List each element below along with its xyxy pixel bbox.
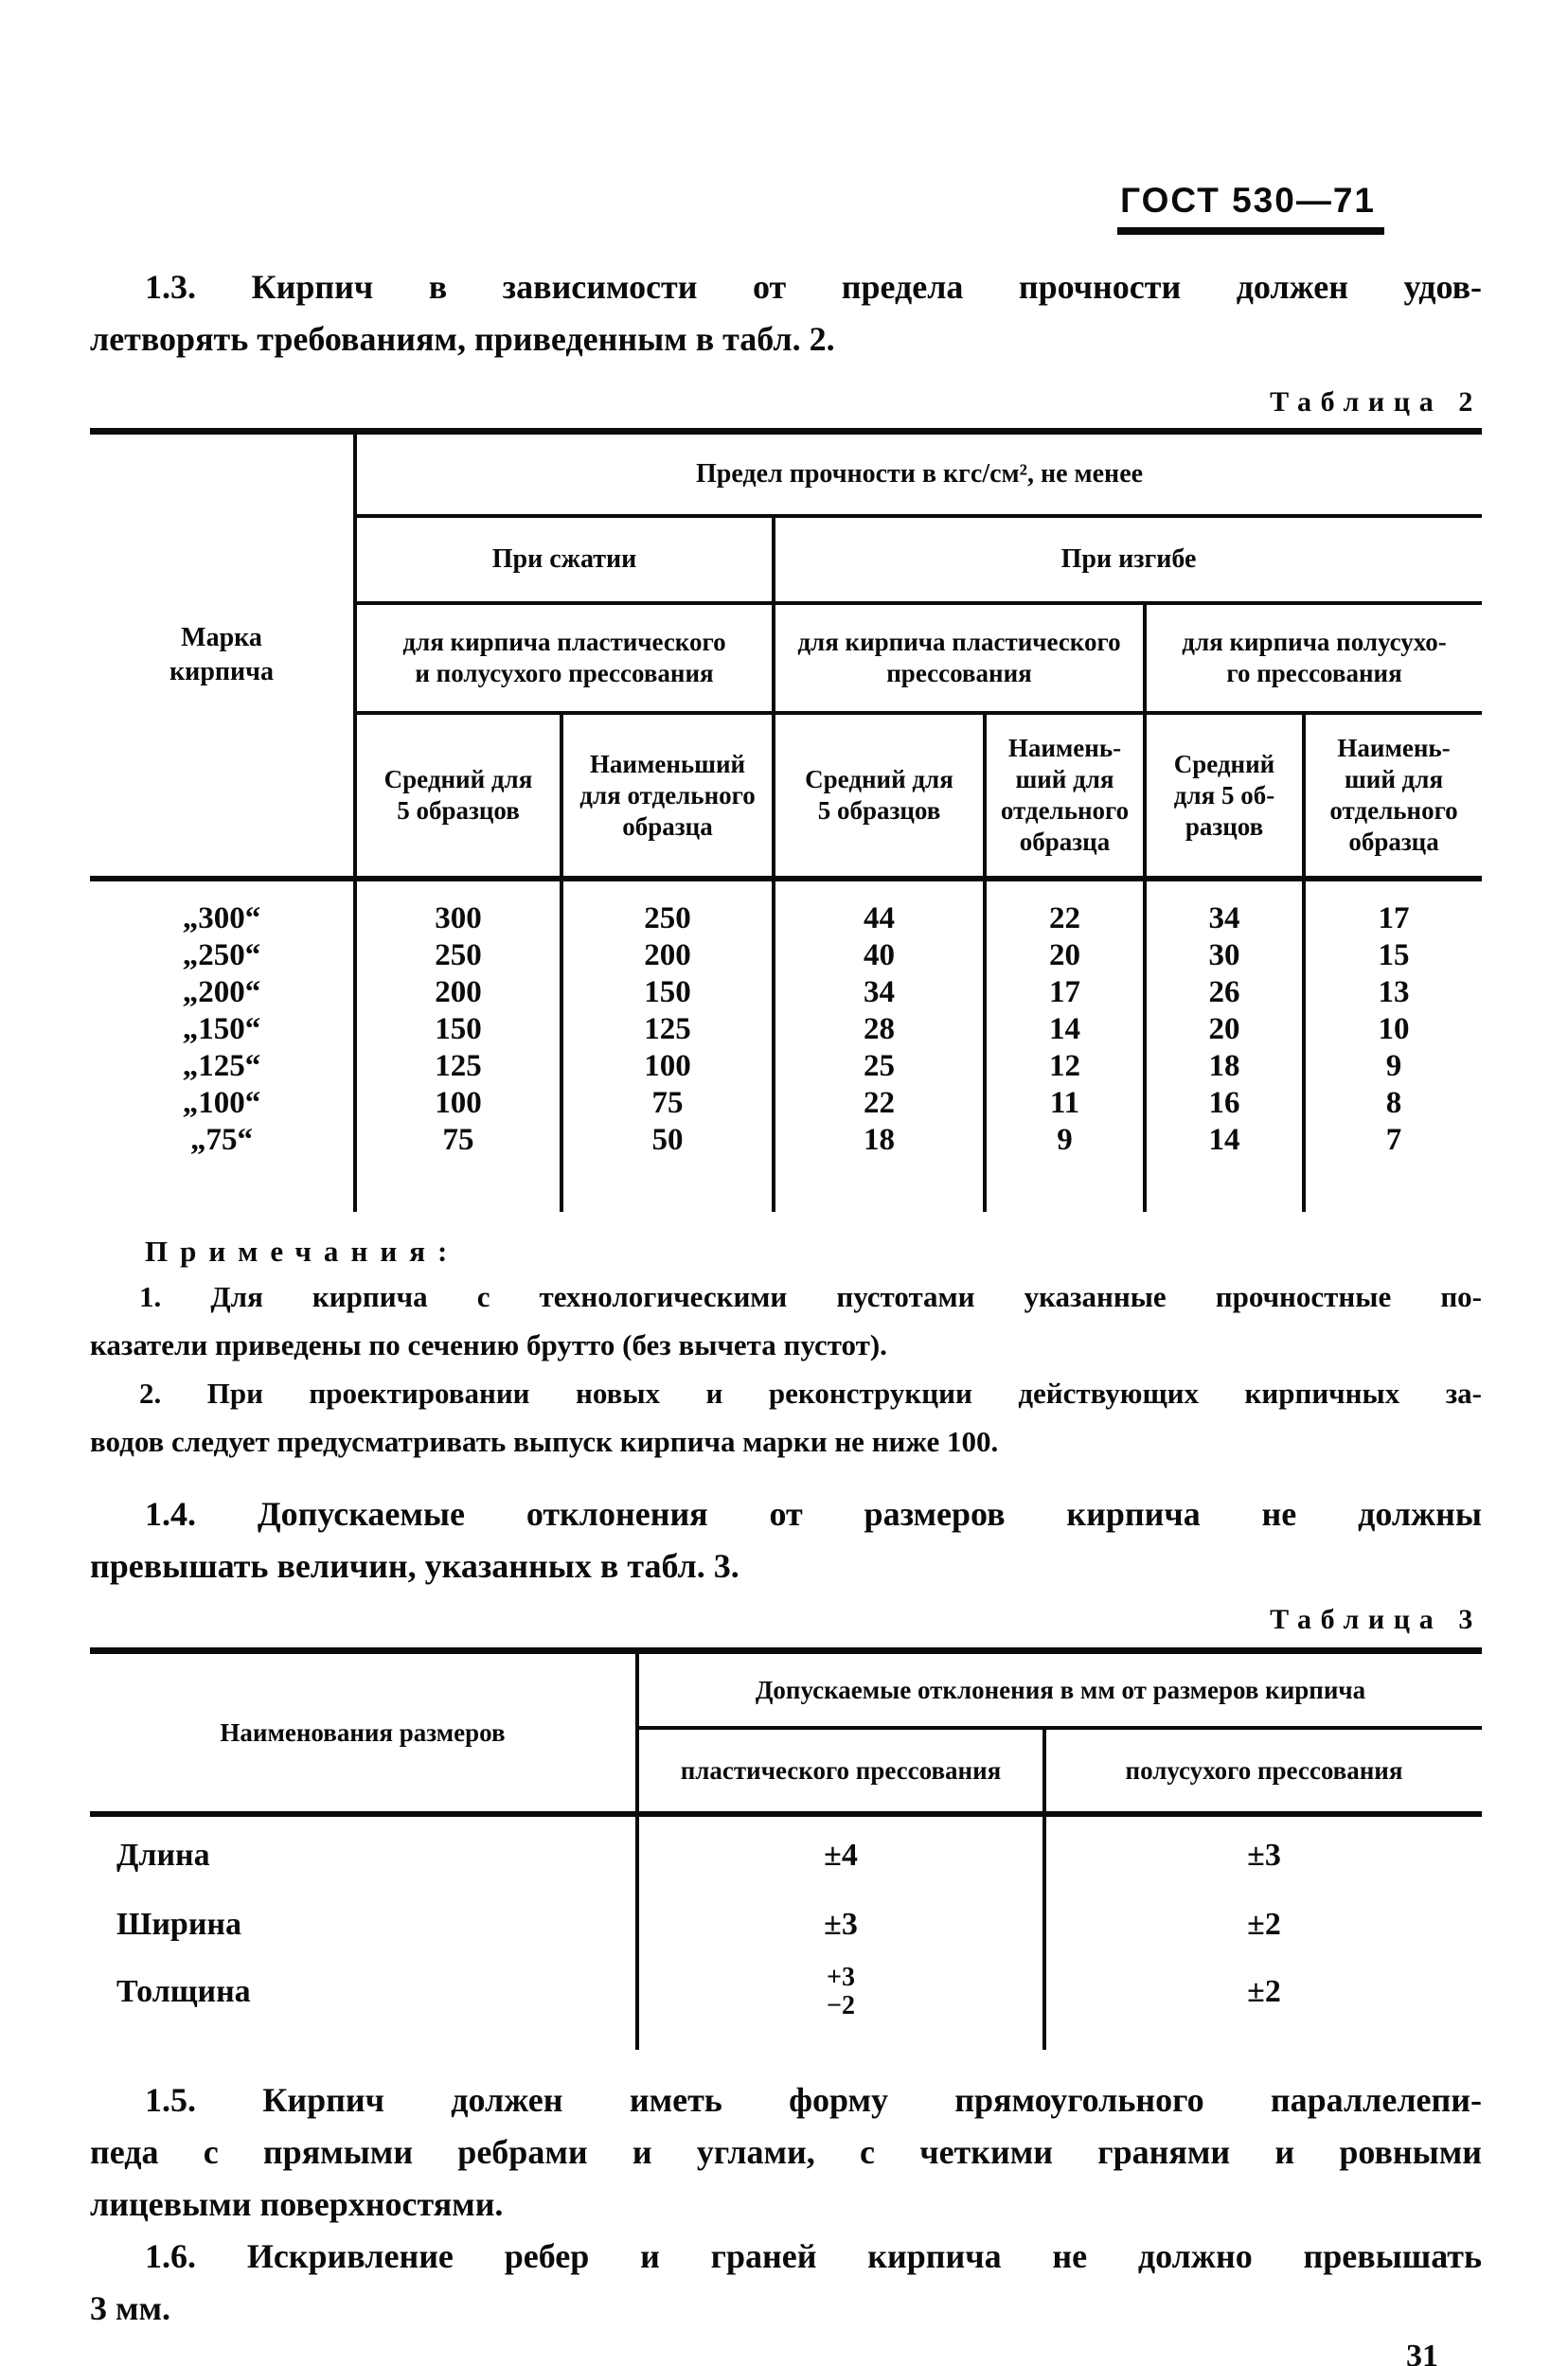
sub4-line-3: отдельного — [1000, 796, 1130, 825]
sub6-line-1: Наимень- — [1337, 734, 1451, 762]
table2-value-cell: 34 — [1145, 879, 1304, 937]
note-2-line-2: водов следует предусматривать выпуск кирпича марки не ниже 100. — [90, 1425, 999, 1458]
table3-span-header-cell: Допускаемые отклонения в мм от размеров кирпича — [637, 1651, 1482, 1729]
sub4-line-4: образца — [1019, 827, 1111, 856]
table3-value-cell: ±4 — [637, 1814, 1044, 1895]
table2-row — [90, 1122, 1482, 1159]
table2-value-cell: 125 — [561, 1011, 774, 1048]
table2-value-cell: 18 — [1145, 1048, 1304, 1085]
table2-value-cell: 17 — [985, 974, 1145, 1011]
spacer-cell — [1304, 1159, 1482, 1212]
table2-value-cell: 7 — [1304, 1122, 1482, 1159]
table3-value-cell: ±2 — [1044, 1895, 1482, 1955]
table2-value-cell: 300 — [355, 879, 561, 937]
table3-value-cell: ±2 — [1044, 1955, 1482, 2029]
spacer-cell — [561, 1159, 774, 1212]
sub3-line-2: 5 образцов — [817, 796, 941, 825]
table3-header-row-1 — [90, 1651, 1482, 1729]
paragraph-1-4-line-2: превышать величин, указанных в табл. 3. — [90, 1547, 739, 1585]
table2-strength-header-cell: Предел прочности в кгс/см², не менее — [355, 432, 1482, 517]
spacer-cell — [774, 1159, 985, 1212]
mark-line-2: кирпича — [169, 657, 274, 686]
table3-row — [90, 1895, 1482, 1955]
table2-sub3-cell — [774, 713, 985, 879]
gost-code-underline — [1117, 227, 1384, 235]
spacer-cell — [90, 2029, 637, 2050]
note-1-line-1: 1. Для кирпича с технологическими пустотами указанные прочностные по- — [139, 1280, 1482, 1313]
paragraph-1-5-line-2: педа с прямыми ребрами и углами, с четкими гранями и ровными — [90, 2133, 1482, 2171]
table2-row — [90, 937, 1482, 974]
table2-value-cell: 250 — [355, 937, 561, 974]
table2-mark-cell: „250“ — [182, 938, 261, 972]
table2-value-cell: 50 — [561, 1122, 774, 1159]
table3-value-cell: ±3 — [1044, 1814, 1482, 1895]
group1-line-1: для кирпича пластического — [402, 628, 726, 656]
table3-row — [90, 1814, 1482, 1895]
table2-value-cell: 20 — [1145, 1011, 1304, 1048]
note-2-line-1: 2. При проектировании новых и реконструкции действующих кирпичных за- — [139, 1377, 1482, 1410]
paragraph-1-4-line-1: 1.4. Допускаемые отклонения от размеров кирпича не должны — [145, 1495, 1482, 1533]
table2-value-cell: 250 — [561, 879, 774, 937]
table2-group3-cell — [1145, 603, 1482, 713]
paragraph-1-5-line-1: 1.5. Кирпич должен иметь форму прямоугольного параллелепи- — [145, 2081, 1482, 2119]
table2-value-cell: 10 — [1304, 1011, 1482, 1048]
table2-value-cell: 16 — [1145, 1085, 1304, 1122]
table2-value-cell: 22 — [985, 879, 1145, 937]
table2-value-cell: 40 — [774, 937, 985, 974]
spacer-cell — [637, 2029, 1044, 2050]
sub1-line-1: Средний для — [383, 765, 533, 793]
notes-title: Примечания: — [145, 1235, 460, 1268]
group3-line-2: го прессования — [1226, 659, 1402, 687]
table2-group1-cell — [355, 603, 774, 713]
sub6-line-4: образца — [1348, 827, 1439, 856]
table2-mark-cell: „125“ — [182, 1049, 261, 1083]
table3-row — [90, 1955, 1482, 2029]
table2-sub4-cell — [985, 713, 1145, 879]
gost-code-text: ГОСТ 530—71 — [1120, 181, 1376, 220]
group2-line-1: для кирпича пластического — [797, 628, 1121, 656]
table2-row — [90, 1048, 1482, 1085]
table2-value-cell: 18 — [774, 1122, 985, 1159]
table2-group2-cell — [774, 603, 1145, 713]
table2-value-cell: 150 — [355, 1011, 561, 1048]
table2-header-row-1 — [90, 432, 1482, 517]
table2-value-cell: 15 — [1304, 937, 1482, 974]
table2-value-cell: 100 — [561, 1048, 774, 1085]
sub4-line-1: Наимень- — [1007, 734, 1122, 762]
table2-mark-cell: „150“ — [182, 1012, 261, 1046]
table2-value-cell: 9 — [985, 1122, 1145, 1159]
table2-row — [90, 1085, 1482, 1122]
table2-mark-cell: „100“ — [182, 1086, 261, 1120]
spacer-cell — [355, 1159, 561, 1212]
paragraph-1-6-line-2: 3 мм. — [90, 2289, 171, 2327]
table2-row — [90, 1011, 1482, 1048]
table2-value-cell: 22 — [774, 1085, 985, 1122]
table3-value-cell: ±3 — [637, 1895, 1044, 1955]
sub6-line-2: ший для — [1344, 765, 1444, 793]
table2-value-cell: 150 — [561, 974, 774, 1011]
sub2-line-1: Наименьший — [589, 749, 746, 778]
sub3-line-1: Средний для — [805, 765, 953, 793]
table2-value-cell: 34 — [774, 974, 985, 1011]
table2-row — [90, 879, 1482, 937]
table2-value-cell: 44 — [774, 879, 985, 937]
table2-value-cell: 26 — [1145, 974, 1304, 1011]
sub6-line-3: отдельного — [1329, 796, 1458, 825]
paragraph-1-4 — [90, 1488, 1482, 1592]
table3-label: Таблица 3 — [1270, 1604, 1482, 1635]
table2-compression-cell: При сжатии — [355, 516, 774, 603]
table2-sub6-cell — [1304, 713, 1482, 879]
table2-spacer-row — [90, 1159, 1482, 1212]
table3-name-header-cell: Наименования размеров — [90, 1651, 637, 1815]
spacer-cell — [1044, 2029, 1482, 2050]
paragraph-1-3 — [90, 261, 1482, 365]
table2 — [90, 428, 1482, 1212]
sub5-line-3: разцов — [1185, 811, 1264, 841]
table2-sub2-cell — [561, 713, 774, 879]
paragraph-1-3-line-2: летворять требованиям, приведенным в табл. 2. — [90, 320, 835, 358]
table2-value-cell: 200 — [355, 974, 561, 1011]
page-content — [90, 180, 1482, 2366]
sub2-line-3: образца — [622, 811, 713, 841]
sub5-line-1: Средний — [1173, 749, 1275, 778]
sub1-line-2: 5 образцов — [397, 796, 520, 825]
table2-mark-cell: „75“ — [190, 1123, 253, 1157]
spacer-cell — [985, 1159, 1145, 1212]
group2-line-2: прессования — [886, 659, 1032, 687]
table2-mark-header-cell — [90, 432, 355, 880]
table2-label: Таблица 2 — [1270, 386, 1482, 418]
table2-value-cell: 8 — [1304, 1085, 1482, 1122]
tolerance-plus: +3 — [827, 1963, 855, 1992]
table2-value-cell: 17 — [1304, 879, 1482, 937]
table2-mark-cell: „200“ — [182, 975, 261, 1009]
paragraph-1-5-line-3: лицевыми поверхностями. — [90, 2185, 504, 2223]
notes-block — [90, 1231, 1482, 1466]
table2-value-cell: 200 — [561, 937, 774, 974]
spacer-cell — [90, 1159, 355, 1212]
table3-value-cell-stacked — [637, 1955, 1044, 2029]
group1-line-2: и полусухого прессования — [415, 659, 714, 687]
table3-rowname-cell: Толщина — [116, 1974, 251, 2009]
table2-value-cell: 11 — [985, 1085, 1145, 1122]
table3-semidry-header-cell: полусухого прессования — [1125, 1755, 1403, 1785]
table3 — [90, 1647, 1482, 2050]
table2-value-cell: 125 — [355, 1048, 561, 1085]
table2-value-cell: 20 — [985, 937, 1145, 974]
note-1-line-2: казатели приведены по сечению брутто (без вычета пустот). — [90, 1328, 887, 1361]
paragraph-1-6-line-1: 1.6. Искривление ребер и граней кирпича не должно превышать — [145, 2237, 1482, 2275]
table2-mark-cell: „300“ — [182, 901, 261, 935]
table2-row — [90, 974, 1482, 1011]
sub5-line-2: для 5 об- — [1173, 780, 1275, 809]
paragraph-1-5 — [90, 2074, 1482, 2231]
spacer-cell — [1145, 1159, 1304, 1212]
table2-value-cell: 75 — [355, 1122, 561, 1159]
table2-value-cell: 25 — [774, 1048, 985, 1085]
table2-value-cell: 100 — [355, 1085, 561, 1122]
table2-sub1-cell — [355, 713, 561, 879]
table3-spacer-row — [90, 2029, 1482, 2050]
table2-value-cell: 14 — [1145, 1122, 1304, 1159]
table2-value-cell: 12 — [985, 1048, 1145, 1085]
table2-value-cell: 14 — [985, 1011, 1145, 1048]
table2-value-cell: 28 — [774, 1011, 985, 1048]
table2-value-cell: 75 — [561, 1085, 774, 1122]
table2-value-cell: 30 — [1145, 937, 1304, 974]
paragraph-1-6 — [90, 2231, 1482, 2335]
table2-value-cell: 13 — [1304, 974, 1482, 1011]
table3-rowname-cell: Длина — [116, 1838, 210, 1873]
tolerance-minus: −2 — [827, 1991, 855, 2020]
table2-bending-cell: При изгибе — [774, 516, 1482, 603]
table3-plastic-header-cell: пластического прессования — [637, 1728, 1044, 1814]
gost-code — [90, 180, 1482, 222]
table3-rowname-cell: Ширина — [116, 1907, 242, 1942]
page-number: 31 — [1406, 2339, 1438, 2366]
mark-line-1: Марка — [181, 623, 262, 652]
table2-sub5-cell — [1145, 713, 1304, 879]
table2-value-cell: 9 — [1304, 1048, 1482, 1085]
sub2-line-2: для отдельного — [579, 780, 756, 809]
paragraph-1-3-line-1: 1.3. Кирпич в зависимости от предела прочности должен удов- — [145, 268, 1482, 306]
sub4-line-2: ший для — [1015, 765, 1114, 793]
group3-line-1: для кирпича полусухо- — [1182, 628, 1447, 656]
